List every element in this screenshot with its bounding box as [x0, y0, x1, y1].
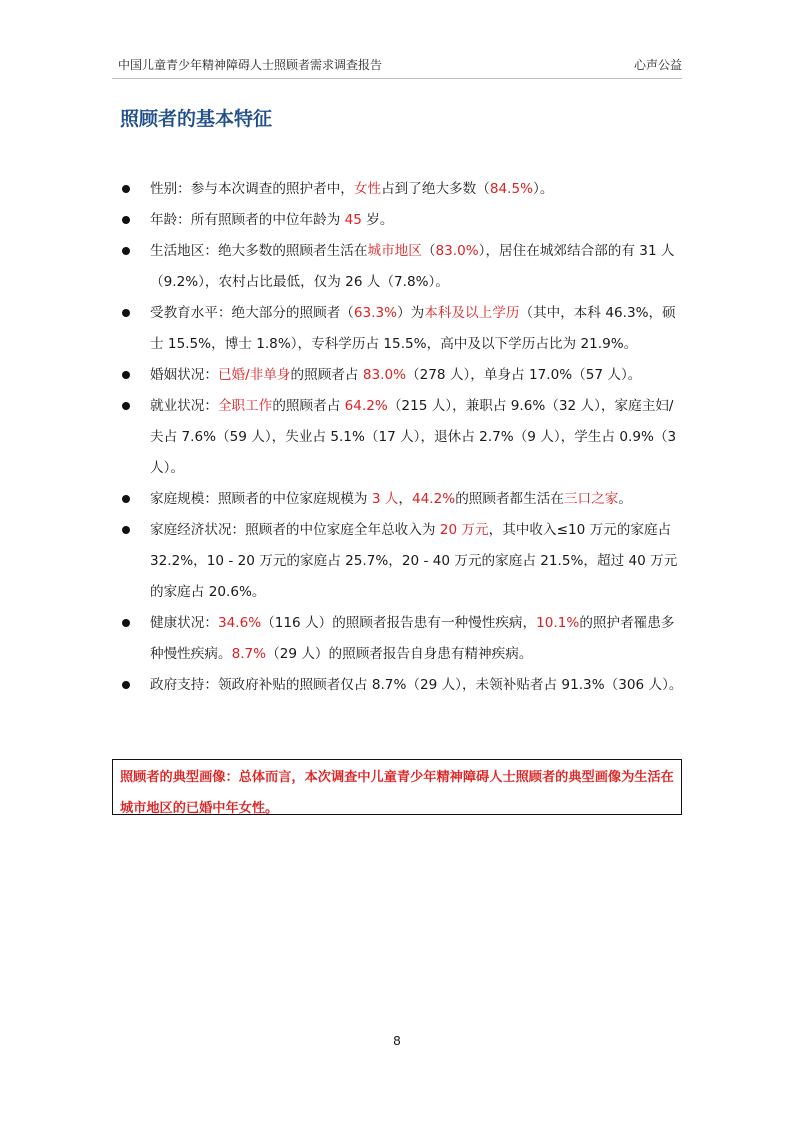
- bullet-dot-icon: [122, 371, 130, 379]
- bullet-item: [120, 360, 686, 391]
- highlight-text: 10.1%: [536, 615, 580, 631]
- bullet-text: ）。: [533, 181, 554, 197]
- page-header: [118, 56, 682, 74]
- section-title: 照顾者的基本特征: [120, 108, 273, 130]
- highlight-text: 64.2%: [344, 398, 388, 414]
- bullet-text: 生活地区：绝大多数的照顾者生活在: [150, 243, 368, 259]
- highlight-text: 女性: [353, 181, 382, 197]
- report-title: 中国儿童青少年精神障碍人士照顾者需求调查报告: [118, 58, 383, 72]
- bullet-text: 的照顾者占: [272, 398, 345, 414]
- bullet-text: （278 人），单身占 17.0%（57 人）。: [406, 367, 642, 383]
- bullet-text: 。: [618, 491, 632, 507]
- bullet-item: [120, 484, 686, 515]
- bullet-text: （215 人），兼职占 9.6%（32 人），家庭主妇/夫占 7.6%（59 人），失业占 5.1%（17 人），退休占 2.7%（9 人），学生占 0.9%（3 人）。: [150, 398, 677, 476]
- bullet-text: 家庭规模：照顾者的中位家庭规模为: [150, 491, 372, 507]
- bullet-dot-icon: [122, 185, 130, 193]
- page-number: 8: [393, 1033, 401, 1048]
- bullet-dot-icon: [122, 247, 130, 255]
- bullet-text: 的照护者罹患多种慢性疾病。: [150, 615, 675, 662]
- bullet-text: 家庭经济状况：照顾者的中位家庭全年总收入为: [150, 522, 440, 538]
- highlight-text: 63.3%: [353, 305, 398, 321]
- bullet-text: 年龄：所有照顾者的中位年龄为: [150, 212, 345, 228]
- bullet-text: ）为: [397, 305, 425, 321]
- bullet-text: 占到了绝大多数（: [381, 181, 490, 197]
- summary-box: 照顾者的典型画像：总体而言，本次调查中儿童青少年精神障碍人士照顾者的典型画像为生活在城市地区的已婚中年女性。: [112, 759, 682, 815]
- bullet-text: ，: [398, 491, 412, 507]
- bullet-item: [120, 515, 686, 608]
- characteristics-list: [120, 174, 686, 701]
- bullet-text: （: [421, 243, 436, 259]
- bullet-text: ），居住在城郊结合部的有 31 人（9.2%），农村占比最低，仅为 26 人（7.8%）。: [150, 243, 675, 290]
- bullet-text: 性别：参与本次调查的照护者中，: [150, 181, 354, 197]
- highlight-text: 83.0%: [435, 243, 479, 259]
- highlight-text: 城市地区: [367, 243, 422, 259]
- bullet-text: 健康状况：: [150, 615, 218, 631]
- highlight-text: 三口之家: [563, 491, 619, 507]
- highlight-text: 83.0%: [362, 367, 407, 383]
- bullet-dot-icon: [122, 681, 130, 689]
- bullet-text: 婚姻状况：: [150, 367, 218, 383]
- header-divider: [112, 78, 682, 79]
- organization-name: 心声公益: [633, 58, 682, 72]
- highlight-text: 45: [344, 212, 362, 228]
- highlight-text: 20 万元: [439, 522, 489, 538]
- bullet-text: 政府支持：领政府补贴的照顾者仅占 8.7%（29 人），未领补贴者占 91.3%（306 人）。: [150, 677, 683, 693]
- bullet-text: 的照顾者占: [290, 367, 363, 383]
- bullet-item: [120, 205, 686, 236]
- bullet-text: ，其中收入≤10 万元的家庭占 32.2%，10 - 20 万元的家庭占 25.7%，20 - 40 万元的家庭占 21.5%，超过 40 万元的家庭占 20.6%。: [150, 522, 678, 600]
- bullet-item: [120, 298, 686, 360]
- highlight-text: 已婚/非单身: [217, 367, 291, 383]
- highlight-text: 全职工作: [217, 398, 273, 414]
- highlight-text: 本科及以上学历: [424, 305, 520, 321]
- bullet-dot-icon: [122, 402, 130, 410]
- bullet-text: （其中，本科 46.3%，硕士 15.5%，博士 1.8%），专科学历占 15.5%，高中及以下学历占比为 21.9%。: [150, 305, 676, 352]
- bullet-dot-icon: [122, 619, 130, 627]
- bullet-dot-icon: [122, 526, 130, 534]
- bullet-item: [120, 670, 686, 701]
- bullet-item: [120, 236, 686, 298]
- bullet-text: 就业状况：: [150, 398, 218, 414]
- bullet-dot-icon: [122, 216, 130, 224]
- bullet-text: 岁。: [361, 212, 394, 228]
- bullet-item: [120, 174, 686, 205]
- bullet-text: （116 人）的照顾者报告患有一种慢性疾病，: [261, 615, 537, 631]
- bullet-text: （29 人）的照顾者报告自身患有精神疾病。: [266, 646, 533, 662]
- bullet-text: 的照顾者都生活在: [455, 491, 564, 507]
- highlight-text: 44.2%: [412, 491, 456, 507]
- highlight-text: 84.5%: [489, 181, 534, 197]
- bullet-dot-icon: [122, 495, 130, 503]
- highlight-text: 3 人: [371, 491, 399, 507]
- bullet-dot-icon: [122, 309, 130, 317]
- highlight-text: 34.6%: [217, 615, 262, 631]
- bullet-item: [120, 391, 686, 484]
- highlight-text: 8.7%: [231, 646, 267, 662]
- bullet-item: [120, 608, 686, 670]
- bullet-text: 受教育水平：绝大部分的照顾者（: [150, 305, 354, 321]
